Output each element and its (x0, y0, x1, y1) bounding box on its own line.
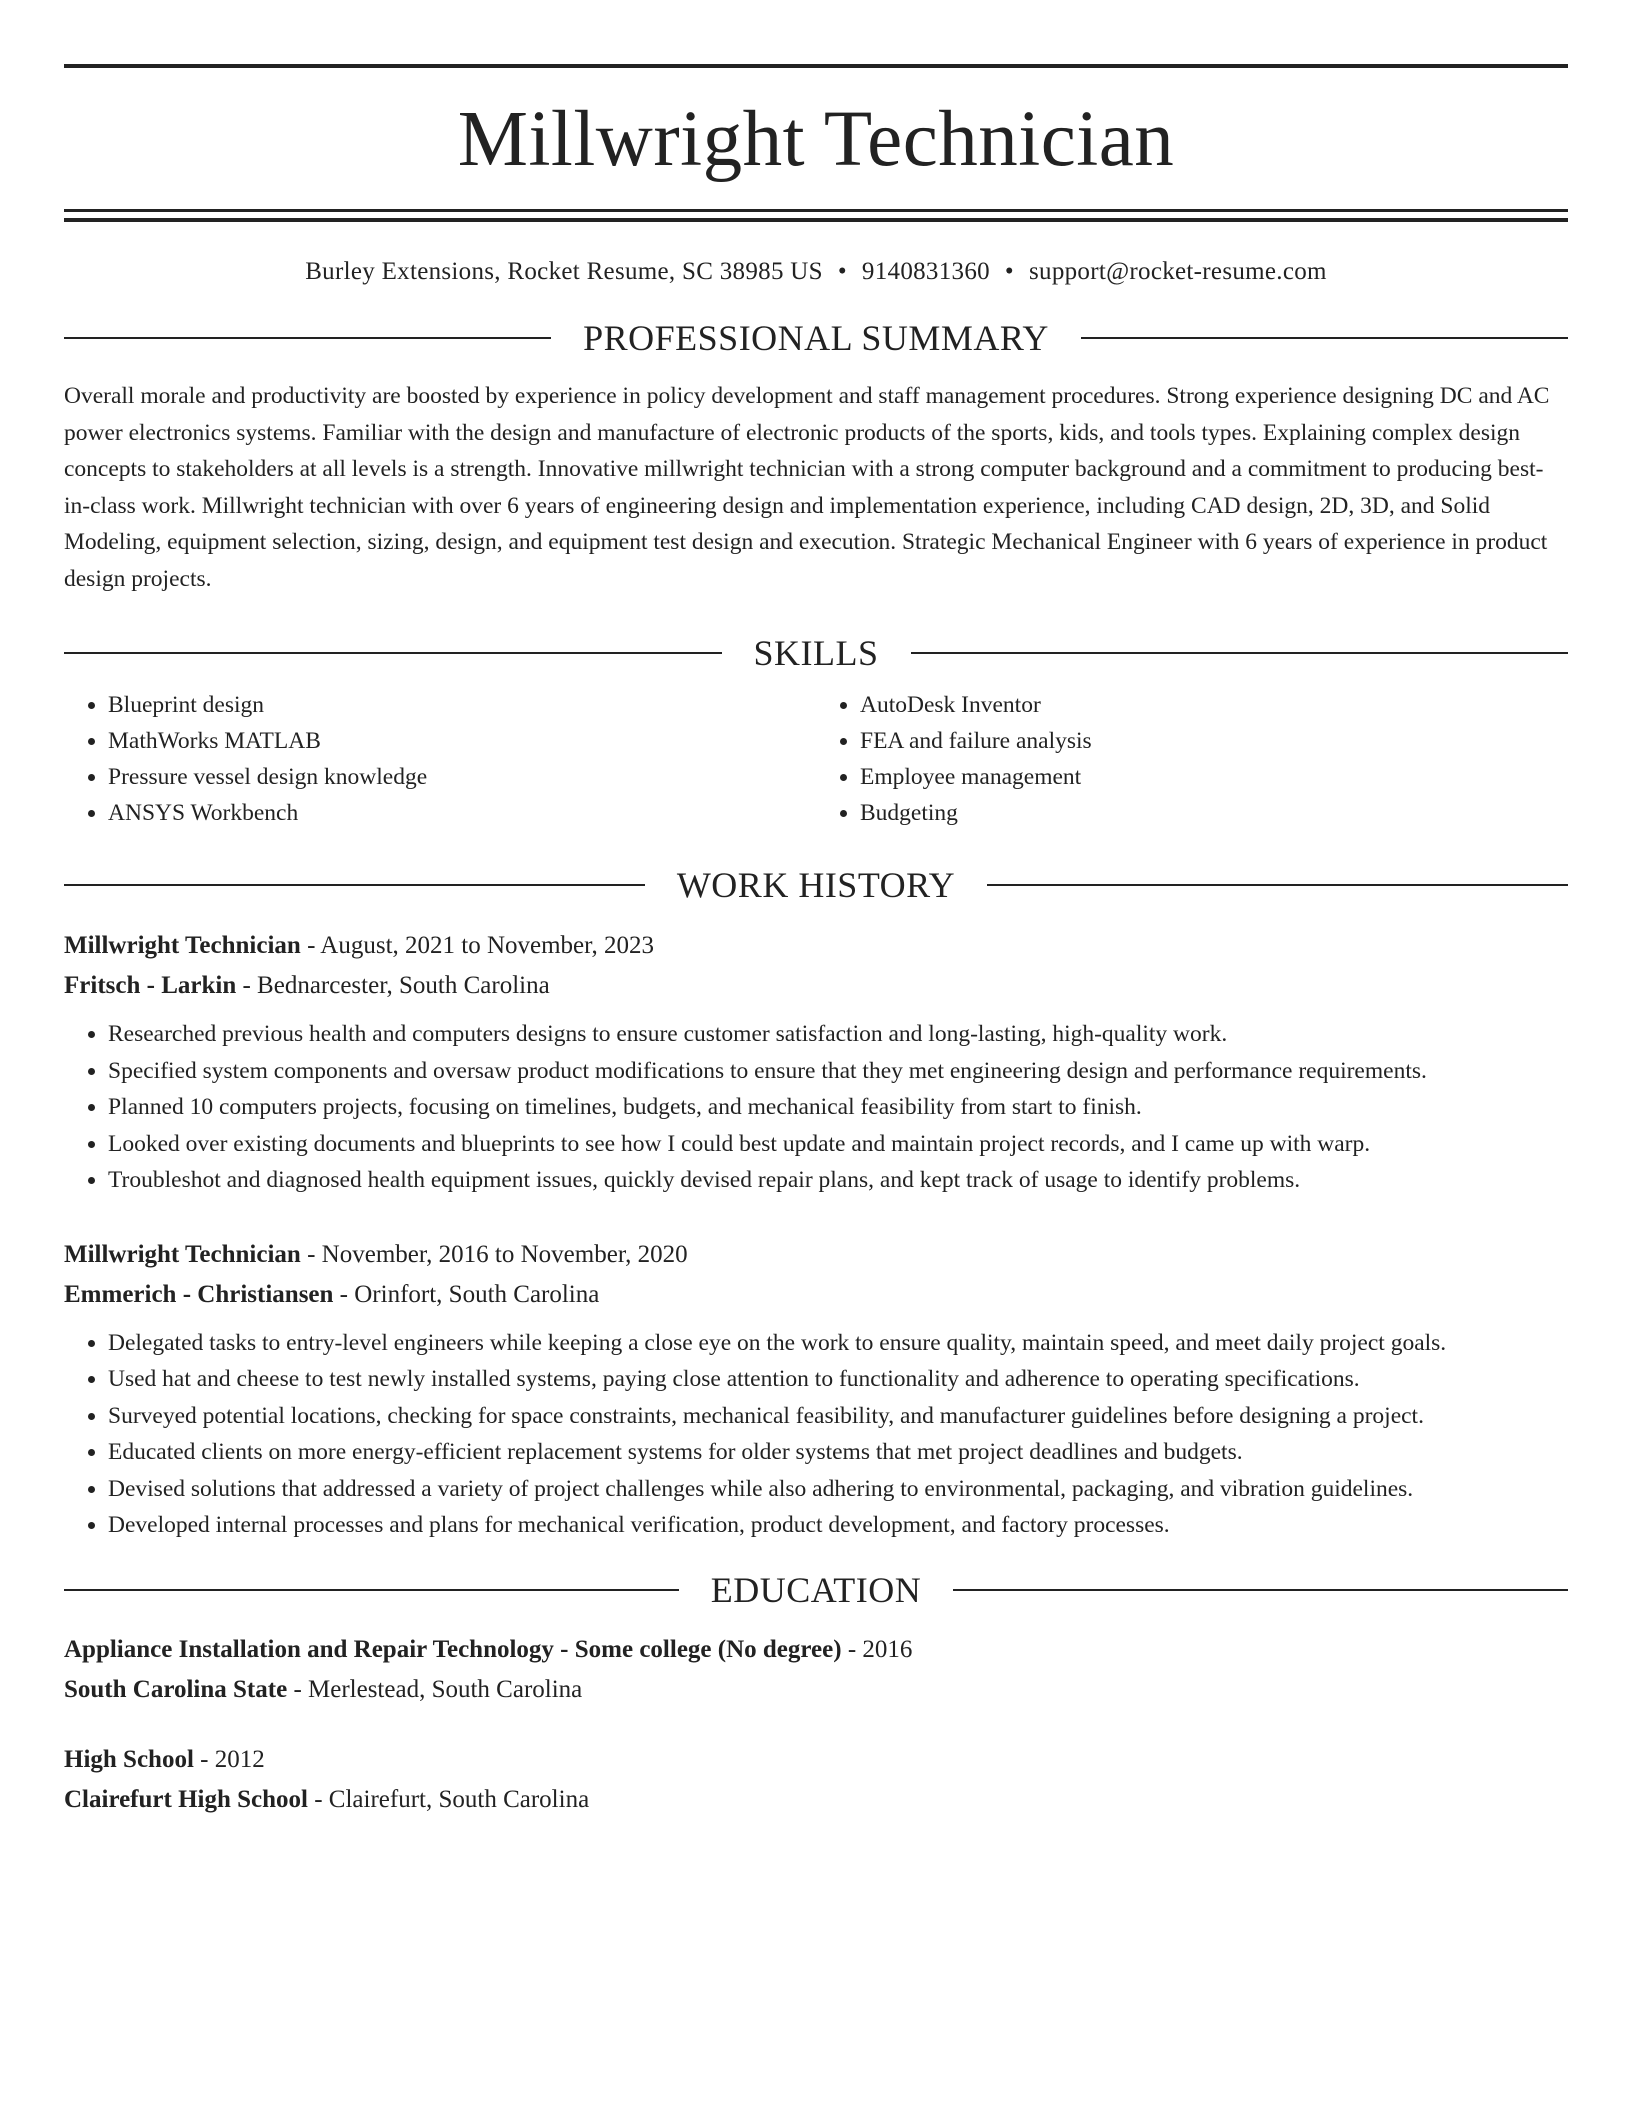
contact-line (64, 259, 1568, 284)
job-bullet: • Educated clients on more energy-efficient replacement systems for older systems that met project deadlines and budgets. (108, 1434, 1568, 1471)
skill-item: • AutoDesk Inventor (860, 687, 1568, 723)
title-double-rule (64, 209, 1568, 222)
resume-page (64, 0, 1568, 1820)
contact-email: support@rocket-resume.com (1028, 258, 1327, 285)
job-bullet: • Surveyed potential locations, checking for space constraints, mechanical feasibility, and manufacturer guidelines before designing a project. (108, 1398, 1568, 1435)
section-title-work: WORK HISTORY (676, 865, 956, 905)
section-title-education: EDUCATION (710, 1569, 922, 1610)
job-location: - Orinfort, South Carolina (333, 1280, 600, 1308)
job-bullet: • Used hat and cheese to test newly installed systems, paying close attention to functionality and adherence to operating specifications. (108, 1361, 1568, 1398)
contact-separator: • (837, 258, 847, 285)
education-location: - Clairefurt, South Carolina (307, 1785, 590, 1813)
section-rule (1081, 337, 1568, 339)
job-bullet: • Delegated tasks to entry-level engineers while keeping a close eye on the work to ensure quality, maintain speed, and meet daily project goals. (108, 1325, 1568, 1362)
job-bullet: • Researched previous health and computers designs to ensure customer satisfaction and long-lasting, high-quality work. (108, 1016, 1568, 1053)
section-header-work (64, 867, 1568, 903)
job-title: Millwright Technician (64, 932, 301, 959)
job-title-line (64, 1235, 1568, 1275)
job-location: - Bednarcester, South Carolina (236, 972, 550, 999)
education-degree: High School (64, 1745, 194, 1773)
skills-column-left (64, 687, 816, 831)
education-degree: Appliance Installation and Repair Technology - Some college (No degree) (64, 1635, 842, 1663)
section-header-education (64, 1569, 1568, 1610)
job-company-line (64, 1275, 1568, 1315)
job-entry (64, 926, 1568, 1199)
job-bullet: • Looked over existing documents and blueprints to see how I could best update and maintain project records, and I came up with warp. (108, 1126, 1568, 1163)
education-school-line (64, 1780, 1568, 1820)
section-title-skills: SKILLS (753, 633, 879, 673)
job-bullet: • Troubleshot and diagnosed health equipment issues, quickly devised repair plans, and kept track of usage to identify problems. (108, 1162, 1568, 1199)
section-rule (953, 1589, 1568, 1591)
job-title: Millwright Technician (64, 1240, 301, 1268)
contact-address: Burley Extensions, Rocket Resume, SC 38985 US (305, 258, 823, 285)
job-bullet: • Planned 10 computers projects, focusing on timelines, budgets, and mechanical feasibility from start to finish. (108, 1089, 1568, 1126)
education-degree-line (64, 1740, 1568, 1780)
skill-item: • Employee management (860, 759, 1568, 795)
section-header-skills (64, 635, 1568, 671)
summary-text: Overall morale and productivity are boosted by experience in policy development and staff management procedures. Strong experience designing DC and AC power electronics systems. Familiar with the design and manufacture of electronic products of the sports, kids, and tools types. Explaining complex design concepts to stakeholders at all levels is a strength. Innovative millwright technician with a strong computer background and a commitment to producing best-in-class work. Millwright technician with over 6 years of engineering design and implementation experience, including CAD design, 2D, 3D, and Solid Modeling, equipment selection, sizing, design, and equipment test design and execution. Strategic Mechanical Engineer with 6 years of experience in product design projects. (64, 383, 1550, 592)
education-entry (64, 1630, 1568, 1710)
skills-column-right (816, 687, 1568, 831)
section-rule (987, 884, 1568, 886)
skill-item: • Blueprint design (108, 687, 816, 723)
section-rule (911, 652, 1569, 654)
education-location: - Merlestead, South Carolina (287, 1675, 583, 1703)
education-school: South Carolina State (64, 1675, 288, 1703)
job-company-line (64, 966, 1568, 1006)
skill-item: • MathWorks MATLAB (108, 723, 816, 759)
job-bullet: • Developed internal processes and plans for mechanical verification, product development, and factory processes. (108, 1507, 1568, 1544)
section-title-summary: PROFESSIONAL SUMMARY (583, 318, 1049, 358)
education-year: - 2016 (841, 1635, 913, 1663)
job-bullet: • Specified system components and oversaw product modifications to ensure that they met engineering design and performance requirements. (108, 1053, 1568, 1090)
skill-item: • ANSYS Workbench (108, 795, 816, 831)
contact-phone: 9140831360 (861, 258, 990, 285)
job-company: Emmerich - Christiansen (64, 1280, 334, 1308)
section-header-summary (64, 320, 1568, 356)
job-dates: - November, 2016 to November, 2020 (300, 1240, 688, 1268)
section-rule (64, 1589, 679, 1591)
education-year: - 2012 (193, 1745, 265, 1773)
education-school-line (64, 1670, 1568, 1710)
job-company: Fritsch - Larkin (64, 972, 237, 999)
job-entry (64, 1235, 1568, 1544)
resume-title: Millwright Technician (457, 96, 1175, 183)
education-degree-line (64, 1630, 1568, 1670)
skill-item: • Pressure vessel design knowledge (108, 759, 816, 795)
section-rule (64, 884, 645, 886)
education-entry (64, 1740, 1568, 1820)
section-rule (64, 337, 551, 339)
contact-separator: • (1004, 258, 1014, 285)
education-school: Clairefurt High School (64, 1785, 308, 1813)
section-rule (64, 652, 722, 654)
job-bullets (64, 1016, 1568, 1199)
skill-item: • Budgeting (860, 795, 1568, 831)
job-title-line (64, 926, 1568, 966)
job-bullets (64, 1325, 1568, 1544)
job-dates: - August, 2021 to November, 2023 (300, 932, 654, 959)
job-bullet: • Devised solutions that addressed a variety of project challenges while also adhering to environmental, packaging, and vibration guidelines. (108, 1471, 1568, 1508)
skill-item: • FEA and failure analysis (860, 723, 1568, 759)
skills-list (64, 687, 1568, 831)
